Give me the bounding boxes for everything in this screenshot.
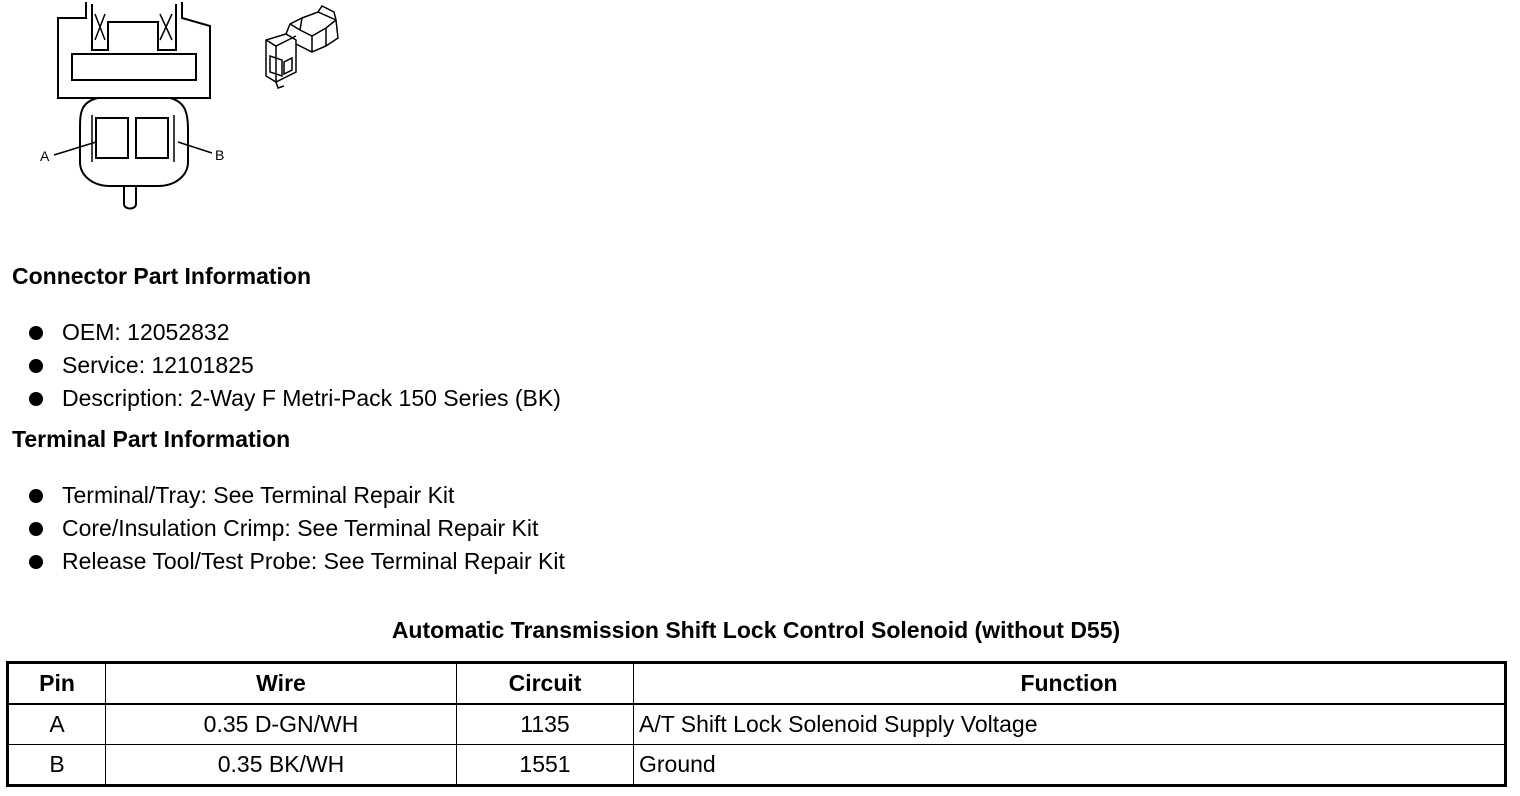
pin-a-label: A xyxy=(40,148,50,164)
bullet-icon xyxy=(29,392,43,406)
pin-b-label: B xyxy=(215,147,225,163)
connector-front-view xyxy=(54,2,212,209)
connector-isometric-view xyxy=(266,6,338,88)
connector-info-list xyxy=(0,316,561,415)
list-item: Release Tool/Test Probe: See Terminal Repair Kit xyxy=(0,545,565,578)
wire-cell: 0.35 BK/WH xyxy=(106,745,457,786)
function-cell: A/T Shift Lock Solenoid Supply Voltage xyxy=(634,704,1506,745)
terminal-info-heading: Terminal Part Information xyxy=(12,426,291,452)
pin-table xyxy=(6,661,1507,787)
column-header-pin: Pin xyxy=(8,663,106,705)
table-row xyxy=(8,745,1506,786)
list-item: Service: 12101825 xyxy=(0,349,561,382)
bullet-icon xyxy=(29,359,43,373)
connector-diagram xyxy=(0,0,400,230)
table-row xyxy=(8,704,1506,745)
list-item: Description: 2-Way F Metri-Pack 150 Series (BK) xyxy=(0,382,561,415)
bullet-icon xyxy=(29,555,43,569)
bullet-icon xyxy=(29,522,43,536)
circuit-cell: 1551 xyxy=(457,745,634,786)
wire-cell: 0.35 D-GN/WH xyxy=(106,704,457,745)
table-title: Automatic Transmission Shift Lock Control Solenoid (without D55) xyxy=(391,617,1121,643)
bullet-icon xyxy=(29,326,43,340)
terminal-info-list xyxy=(0,479,565,578)
bullet-icon xyxy=(29,489,43,503)
list-item: Terminal/Tray: See Terminal Repair Kit xyxy=(0,479,565,512)
list-item: OEM: 12052832 xyxy=(0,316,561,349)
column-header-circuit: Circuit xyxy=(457,663,634,705)
table-header-row xyxy=(8,663,1506,705)
pin-cell: B xyxy=(8,745,106,786)
column-header-function: Function xyxy=(634,663,1506,705)
connector-info-heading: Connector Part Information xyxy=(12,263,312,289)
pin-cell: A xyxy=(8,704,106,745)
list-item: Core/Insulation Crimp: See Terminal Repair Kit xyxy=(0,512,565,545)
circuit-cell: 1135 xyxy=(457,704,634,745)
function-cell: Ground xyxy=(634,745,1506,786)
column-header-wire: Wire xyxy=(106,663,457,705)
